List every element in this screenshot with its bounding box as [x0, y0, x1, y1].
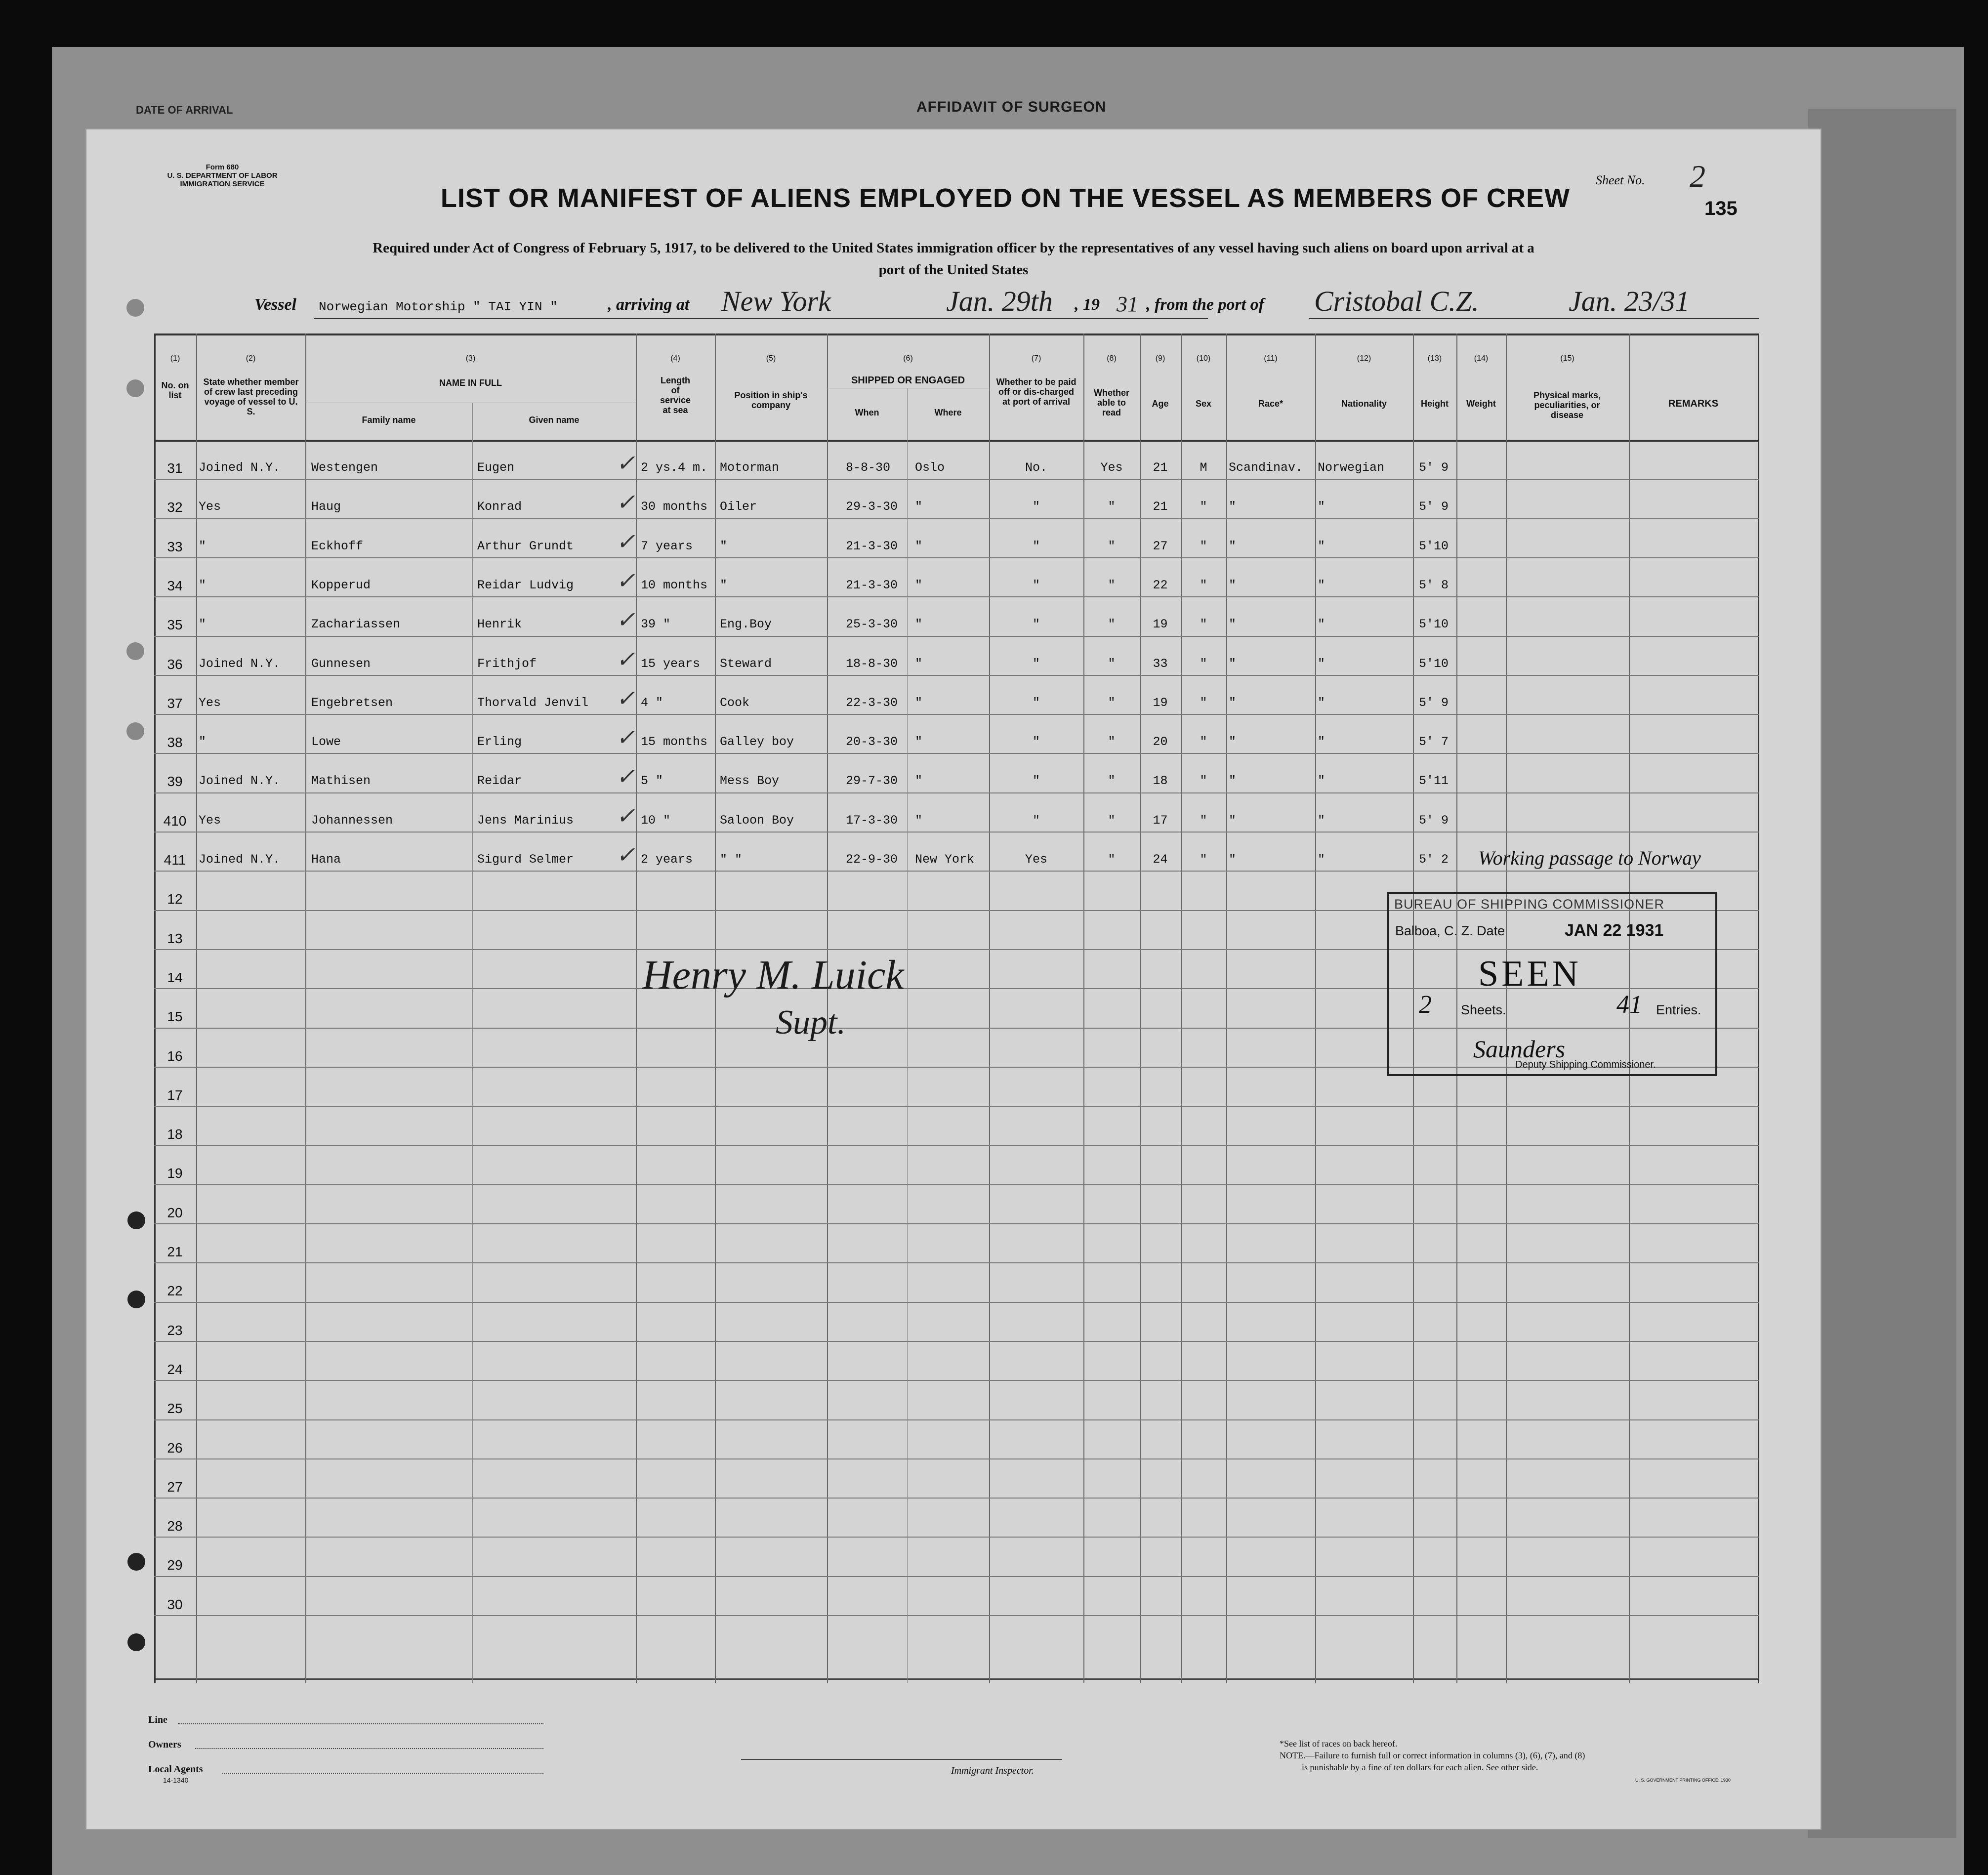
cell-nat: " — [1318, 735, 1325, 750]
row-number: 31 — [167, 460, 183, 476]
cell-nat: " — [1318, 656, 1325, 671]
check-mark: ✓ — [616, 685, 635, 711]
cell-when: 20-3-30 — [846, 735, 898, 750]
cell-given: Arthur Grundt — [477, 539, 574, 553]
cell-nat: " — [1318, 539, 1325, 553]
back-date-of-arrival: DATE OF ARRIVAL — [136, 104, 233, 116]
cell-age: 24 — [1153, 852, 1168, 867]
check-mark: ✓ — [616, 803, 635, 829]
header-remarks: REMARKS — [1668, 398, 1719, 409]
check-mark: ✓ — [616, 607, 635, 633]
header-length-service: Length of service at sea — [660, 375, 691, 415]
sheet-label: Sheet No. — [1596, 173, 1645, 187]
colnum-1: (1) — [170, 354, 180, 363]
cell-age: 33 — [1153, 656, 1168, 671]
colnum-8: (8) — [1107, 354, 1117, 363]
cell-read: " — [1108, 539, 1116, 553]
cell-race: " — [1229, 617, 1237, 632]
cell-paid: " — [1032, 774, 1040, 789]
cell-height: 5' 9 — [1419, 500, 1449, 514]
header-sex: Sex — [1195, 399, 1212, 409]
cell-when: 21-3-30 — [846, 539, 898, 553]
cell-given: Reidar — [477, 774, 522, 789]
cell-position: Galley boy — [720, 735, 794, 750]
cell-service: 15 years — [641, 656, 701, 671]
row-number: 27 — [167, 1479, 183, 1495]
cell-state: " — [199, 735, 207, 750]
header-where: Where — [934, 408, 962, 417]
footer-note-fine-2: is punishable by a fine of ten dollars for each alien. See other side. — [1302, 1762, 1538, 1772]
cell-when: 17-3-30 — [846, 813, 898, 828]
cell-height: 5' 9 — [1419, 813, 1449, 828]
cell-paid: " — [1032, 813, 1040, 828]
footer-inspector: Immigrant Inspector. — [951, 1765, 1034, 1776]
cell-age: 21 — [1153, 500, 1168, 514]
subtitle: Required under Act of Congress of February 5, 1917, to be delivered to the United States immigration officer by the representatives of any vessel having such aliens on board upon arrival at a port of the United States — [373, 240, 1534, 278]
check-mark: ✓ — [616, 529, 635, 554]
cell-family: Gunnesen — [311, 656, 371, 671]
cell-paid: " — [1032, 539, 1040, 553]
cell-paid: No. — [1025, 460, 1047, 475]
cell-service: 30 months — [641, 500, 708, 514]
arrival-date: Jan. 29th — [946, 285, 1053, 317]
stamp-seen: SEEN — [1478, 954, 1581, 994]
page-number: 135 — [1704, 198, 1738, 219]
footer-owners-field — [195, 1748, 543, 1749]
cell-race: " — [1229, 656, 1237, 671]
check-mark: ✓ — [616, 764, 635, 790]
cell-sex: " — [1200, 735, 1207, 750]
cell-read: " — [1108, 578, 1116, 592]
row-number: 28 — [167, 1518, 183, 1534]
row-number: 26 — [167, 1440, 183, 1456]
header-no-on-list: No. on list — [161, 380, 189, 400]
cell-position: Motorman — [720, 460, 780, 475]
cell-sex: " — [1200, 500, 1207, 514]
cell-nat: " — [1318, 578, 1325, 592]
cell-service: 2 years — [641, 852, 693, 867]
cell-given: Sigurd Selmer — [477, 852, 574, 867]
cell-given: Erling — [477, 735, 522, 750]
stamp-sheets-label: Sheets. — [1461, 1002, 1506, 1017]
cell-height: 5' 9 — [1419, 695, 1449, 710]
cell-state: Yes — [199, 500, 221, 514]
row-number: 14 — [167, 969, 183, 985]
check-mark: ✓ — [616, 490, 635, 515]
cell-where: Oslo — [915, 460, 945, 475]
punch-hole — [127, 1633, 145, 1651]
cell-state: " — [199, 578, 207, 592]
row-number: 35 — [167, 617, 183, 633]
footer-local-agents-label: Local Agents — [148, 1764, 203, 1775]
cell-when: 29-7-30 — [846, 774, 898, 789]
cell-given: Konrad — [477, 500, 522, 514]
cell-state: Yes — [199, 695, 221, 710]
cell-nat: " — [1318, 813, 1325, 828]
check-mark: ✓ — [616, 842, 635, 868]
cell-remarks: Working passage to Norway — [1478, 847, 1701, 869]
cell-state: Joined N.Y. — [199, 774, 281, 789]
cell-position: Saloon Boy — [720, 813, 794, 828]
colnum-14: (14) — [1474, 354, 1489, 363]
from-label: , from the port of — [1146, 295, 1264, 314]
cell-paid: " — [1032, 695, 1040, 710]
cell-read: " — [1108, 813, 1116, 828]
cell-service: 39 " — [641, 617, 671, 632]
cell-paid: Yes — [1025, 852, 1047, 867]
vessel-name: Norwegian Motorship " TAI YIN " — [319, 299, 558, 314]
cell-state: " — [199, 617, 207, 632]
header-family-name: Family name — [362, 415, 416, 425]
seen-stamp — [1387, 892, 1717, 1076]
colnum-10: (10) — [1196, 354, 1211, 363]
signature-name: Henry M. Luick — [642, 952, 904, 998]
cell-where: " — [915, 735, 923, 750]
cell-sex: " — [1200, 656, 1207, 671]
signature-title: Supt. — [776, 1003, 846, 1042]
row-number: 410 — [163, 813, 187, 829]
cell-when: 21-3-30 — [846, 578, 898, 592]
colnum-4: (4) — [670, 354, 680, 363]
check-mark: ✓ — [616, 568, 635, 593]
colnum-13: (13) — [1427, 354, 1442, 363]
cell-height: 5' 2 — [1419, 852, 1449, 867]
cell-sex: " — [1200, 617, 1207, 632]
cell-race: " — [1229, 539, 1237, 553]
cell-family: Lowe — [311, 735, 341, 750]
row-number: 12 — [167, 891, 183, 907]
colnum-5: (5) — [766, 354, 776, 363]
stamp-date: JAN 22 1931 — [1565, 921, 1664, 940]
vessel-label: Vessel — [254, 295, 296, 314]
header-physical: Physical marks, peculiarities, or disease — [1533, 390, 1601, 420]
cell-state: Yes — [199, 813, 221, 828]
colnum-2: (2) — [246, 354, 256, 363]
row-number: 36 — [167, 656, 183, 672]
from-underline — [1309, 318, 1759, 319]
cell-where: " — [915, 617, 923, 632]
cell-when: 18-8-30 — [846, 656, 898, 671]
colnum-7: (7) — [1031, 354, 1041, 363]
footer-note-fine-1: NOTE.—Failure to furnish full or correct information in columns (3), (6), (7), and (8) — [1280, 1750, 1585, 1760]
header-state-whether: State whether member of crew last preceding voyage of vessel to U. S. — [203, 377, 299, 417]
cell-family: Westengen — [311, 460, 378, 475]
arrival-underline — [714, 318, 1208, 319]
cell-height: 5' 7 — [1419, 735, 1449, 750]
cell-family: Mathisen — [311, 774, 371, 789]
footer-form-code: 14-1340 — [163, 1776, 189, 1784]
cell-family: Haug — [311, 500, 341, 514]
cell-sex: " — [1200, 852, 1207, 867]
row-number: 24 — [167, 1361, 183, 1377]
cell-sex: " — [1200, 578, 1207, 592]
stamp-sheets-count: 2 — [1419, 991, 1432, 1019]
stamp-bureau: BUREAU OF SHIPPING COMMISSIONER — [1394, 897, 1665, 912]
row-number: 29 — [167, 1557, 183, 1573]
header-name-in-full: NAME IN FULL — [439, 378, 502, 388]
cell-nat: " — [1318, 617, 1325, 632]
row-number: 38 — [167, 735, 183, 750]
cell-service: 10 months — [641, 578, 708, 592]
inspector-signature-line — [741, 1759, 1062, 1760]
cell-sex: M — [1200, 460, 1207, 475]
row-number: 32 — [167, 500, 183, 515]
footer-line-field — [178, 1723, 543, 1724]
cell-where: " — [915, 774, 923, 789]
cell-state: Joined N.Y. — [199, 656, 281, 671]
footer-line-label: Line — [148, 1714, 167, 1725]
footer-owners-label: Owners — [148, 1739, 181, 1750]
stamp-footer: Deputy Shipping Commissioner. — [1515, 1059, 1656, 1070]
punch-hole — [127, 1553, 145, 1571]
punch-hole — [127, 1211, 145, 1229]
header-shipped: SHIPPED OR ENGAGED — [851, 375, 965, 386]
row-number: 19 — [167, 1166, 183, 1181]
cell-paid: " — [1032, 578, 1040, 592]
arriving-label: , arriving at — [608, 295, 690, 314]
cell-sex: " — [1200, 539, 1207, 553]
cell-read: " — [1108, 656, 1116, 671]
cell-paid: " — [1032, 656, 1040, 671]
row-number: 18 — [167, 1126, 183, 1142]
cell-family: Hana — [311, 852, 341, 867]
row-number: 22 — [167, 1283, 183, 1299]
cell-race: " — [1229, 813, 1237, 828]
header-height: Height — [1421, 399, 1449, 409]
row-number: 33 — [167, 539, 183, 554]
cell-read: " — [1108, 852, 1116, 867]
row-number: 37 — [167, 695, 183, 711]
header-weight: Weight — [1466, 399, 1496, 409]
row-number: 20 — [167, 1205, 183, 1220]
cell-where: " — [915, 656, 923, 671]
cell-age: 18 — [1153, 774, 1168, 789]
footer-note-races: *See list of races on back hereof. — [1280, 1739, 1398, 1749]
cell-when: 22-3-30 — [846, 695, 898, 710]
colnum-3: (3) — [465, 354, 476, 363]
cell-service: 5 " — [641, 774, 663, 789]
cell-state: Joined N.Y. — [199, 460, 281, 475]
cell-given: Henrik — [477, 617, 522, 632]
cell-service: 10 " — [641, 813, 671, 828]
footer-local-agents-field — [222, 1773, 543, 1774]
cell-age: 19 — [1153, 617, 1168, 632]
cell-where: " — [915, 578, 923, 592]
colnum-11: (11) — [1264, 354, 1278, 363]
cell-when: 22-9-30 — [846, 852, 898, 867]
cell-where: " — [915, 500, 923, 514]
cell-when: 8-8-30 — [846, 460, 891, 475]
cell-race: " — [1229, 735, 1237, 750]
cell-service: 2 ys.4 m. — [641, 460, 708, 475]
cell-family: Zachariassen — [311, 617, 401, 632]
cell-nat: " — [1318, 774, 1325, 789]
arrival-year: 31 — [1117, 292, 1138, 316]
cell-family: Eckhoff — [311, 539, 364, 553]
form-id: Form 680 U. S. DEPARTMENT OF LABOR IMMIGRATION SERVICE — [167, 163, 278, 188]
cell-race: Scandinav. — [1229, 460, 1303, 475]
cell-height: 5'10 — [1419, 539, 1449, 553]
cell-race: " — [1229, 852, 1237, 867]
cell-position: Mess Boy — [720, 774, 780, 789]
check-mark: ✓ — [616, 725, 635, 750]
cell-service: 4 " — [641, 695, 663, 710]
cell-race: " — [1229, 695, 1237, 710]
cell-read: " — [1108, 695, 1116, 710]
cell-read: " — [1108, 500, 1116, 514]
row-number: 21 — [167, 1244, 183, 1259]
cell-race: " — [1229, 500, 1237, 514]
cell-where: " — [915, 695, 923, 710]
header-paid-off: Whether to be paid off or dis-charged at port of arrival — [996, 377, 1077, 407]
cell-sex: " — [1200, 695, 1207, 710]
row-number: 17 — [167, 1087, 183, 1103]
punch-hole — [126, 299, 144, 317]
colnum-12: (12) — [1357, 354, 1371, 363]
cell-read: Yes — [1100, 460, 1123, 475]
cell-where: " — [915, 539, 923, 553]
cell-nat: Norwegian — [1318, 460, 1385, 475]
row-number: 23 — [167, 1322, 183, 1338]
punch-hole — [126, 379, 144, 397]
row-number: 34 — [167, 578, 183, 593]
from-date: Jan. 23/31 — [1569, 285, 1690, 317]
stamp-place: Balboa, C. Z. Date — [1395, 923, 1505, 938]
cell-when: 25-3-30 — [846, 617, 898, 632]
arrival-port: New York — [721, 285, 831, 317]
punch-hole — [126, 642, 144, 660]
row-number: 15 — [167, 1009, 183, 1025]
cell-nat: " — [1318, 695, 1325, 710]
vessel-line — [254, 285, 1761, 325]
cell-age: 20 — [1153, 735, 1168, 750]
header-given-name: Given name — [529, 415, 580, 425]
cell-paid: " — [1032, 735, 1040, 750]
cell-read: " — [1108, 617, 1116, 632]
header-able-read: Whether able to read — [1094, 388, 1129, 417]
cell-age: 22 — [1153, 578, 1168, 592]
punch-hole — [126, 722, 144, 740]
cell-given: Jens Marinius — [477, 813, 574, 828]
row-number: 16 — [167, 1048, 183, 1064]
cell-position: Eng.Boy — [720, 617, 772, 632]
cell-state: Joined N.Y. — [199, 852, 281, 867]
header-nationality: Nationality — [1341, 399, 1387, 409]
side-strip — [1808, 109, 1956, 1838]
row-number: 30 — [167, 1596, 183, 1612]
back-affidavit-header: AFFIDAVIT OF SURGEON — [916, 99, 1107, 115]
row-number: 411 — [164, 852, 186, 868]
header-when: When — [855, 408, 879, 417]
cell-paid: " — [1032, 617, 1040, 632]
header-race: Race* — [1258, 399, 1284, 409]
from-port: Cristobal C.Z. — [1314, 285, 1479, 317]
cell-where: " — [915, 813, 923, 828]
row-number: 25 — [167, 1401, 183, 1417]
check-mark: ✓ — [616, 451, 635, 476]
year-prefix: , 19 — [1075, 295, 1100, 314]
cell-given: Reidar Ludvig — [477, 578, 574, 592]
header-position: Position in ship's company — [734, 390, 808, 410]
cell-position: Steward — [720, 656, 772, 671]
stamp-entries-count: 41 — [1616, 991, 1642, 1019]
colnum-9: (9) — [1155, 354, 1165, 363]
cell-given: Eugen — [477, 460, 515, 475]
cell-read: " — [1108, 774, 1116, 789]
cell-position: Cook — [720, 695, 750, 710]
cell-sex: " — [1200, 774, 1207, 789]
cell-nat: " — [1318, 852, 1325, 867]
cell-position: Oiler — [720, 500, 757, 514]
cell-given: Frithjof — [477, 656, 537, 671]
cell-state: " — [199, 539, 207, 553]
colnum-15: (15) — [1560, 354, 1574, 363]
cell-height: 5'10 — [1419, 656, 1449, 671]
cell-height: 5' 9 — [1419, 460, 1449, 475]
cell-when: 29-3-30 — [846, 500, 898, 514]
cell-family: Johannessen — [311, 813, 393, 828]
cell-age: 19 — [1153, 695, 1168, 710]
cell-race: " — [1229, 578, 1237, 592]
header-age: Age — [1152, 399, 1169, 409]
stamp-signature: Saunders — [1473, 1035, 1566, 1063]
cell-height: 5'10 — [1419, 617, 1449, 632]
cell-service: 7 years — [641, 539, 693, 553]
colnum-6: (6) — [903, 354, 913, 363]
cell-family: Engebretsen — [311, 695, 393, 710]
page-title: LIST OR MANIFEST OF ALIENS EMPLOYED ON THE VESSEL AS MEMBERS OF CREW — [440, 183, 1571, 213]
sheet-number: 2 — [1690, 159, 1705, 194]
footer-printing: U. S. GOVERNMENT PRINTING OFFICE: 1930 — [1635, 1778, 1731, 1783]
row-number: 13 — [167, 930, 183, 946]
cell-service: 15 months — [641, 735, 708, 750]
cell-sex: " — [1200, 813, 1207, 828]
cell-race: " — [1229, 774, 1237, 789]
cell-age: 27 — [1153, 539, 1168, 553]
cell-height: 5' 8 — [1419, 578, 1449, 592]
cell-age: 17 — [1153, 813, 1168, 828]
cell-given: Thorvald Jenvil — [477, 695, 589, 710]
cell-position: " — [720, 539, 728, 553]
cell-age: 21 — [1153, 460, 1168, 475]
cell-paid: " — [1032, 500, 1040, 514]
cell-where: New York — [915, 852, 975, 867]
cell-read: " — [1108, 735, 1116, 750]
stamp-entries-label: Entries. — [1656, 1002, 1701, 1017]
cell-height: 5'11 — [1419, 774, 1449, 789]
cell-position: " " — [720, 852, 743, 867]
check-mark: ✓ — [616, 646, 635, 672]
row-number: 39 — [167, 774, 183, 790]
cell-family: Kopperud — [311, 578, 371, 592]
punch-hole — [127, 1291, 145, 1308]
cell-position: " — [720, 578, 728, 592]
cell-nat: " — [1318, 500, 1325, 514]
